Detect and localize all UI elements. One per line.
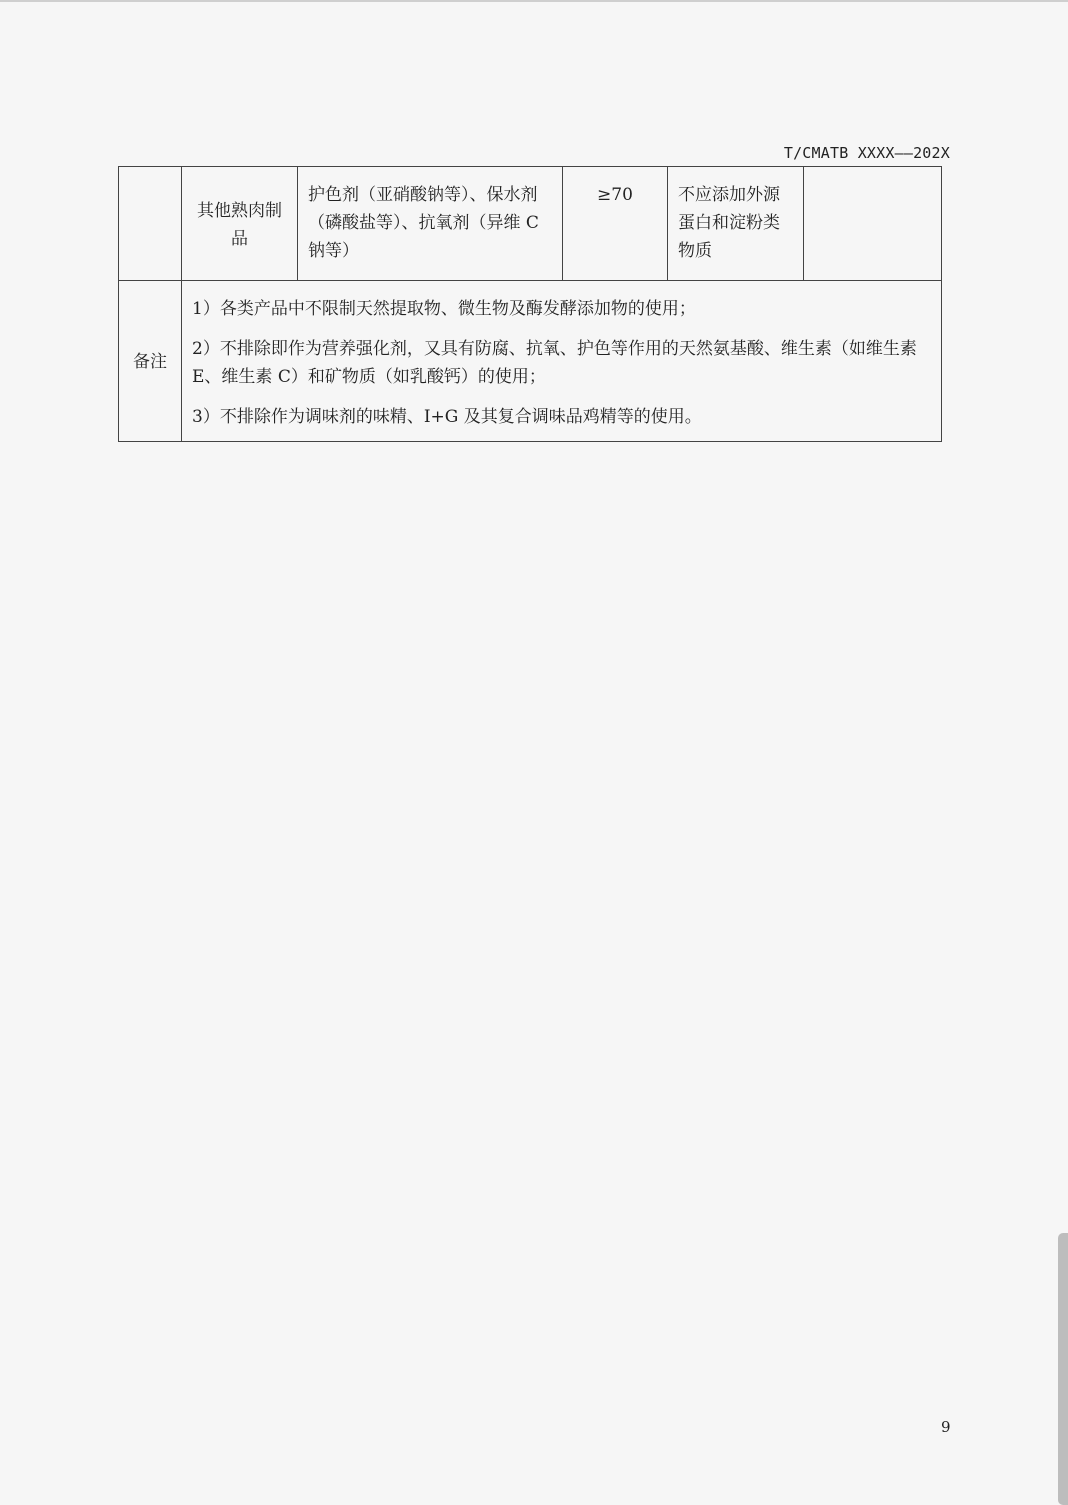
notes-content [182, 281, 942, 442]
note-item-2: 2）不排除即作为营养强化剂，又具有防腐、抗氧、护色等作用的天然氨基酸、维生素（如维生素 E、维生素 C）和矿物质（如乳酸钙）的使用； [192, 339, 917, 387]
vertical-scrollbar[interactable] [1058, 1233, 1068, 1505]
note-item-1: 1）各类产品中不限制天然提取物、微生物及酶发酵添加物的使用； [192, 299, 696, 319]
table-row [119, 167, 942, 281]
notes-row [119, 281, 942, 442]
specification-table [118, 166, 942, 442]
page-number: 9 [941, 1418, 951, 1436]
note-item-3: 3）不排除作为调味剂的味精、I+G 及其复合调味品鸡精等的使用。 [192, 407, 702, 427]
additives-cell: 护色剂（亚硝酸钠等）、保水剂（磷酸盐等）、抗氧剂（异维 C 钠等） [298, 167, 563, 281]
value-cell: ≥70 [563, 167, 668, 281]
product-category-cell: 其他熟肉制品 [182, 167, 298, 281]
standard-code: T/CMATB XXXX——202X [783, 144, 950, 162]
table-cell-empty-left [119, 167, 182, 281]
notes-label: 备注 [119, 281, 182, 442]
top-divider [0, 0, 1068, 2]
requirement-cell: 不应添加外源蛋白和淀粉类物质 [668, 167, 804, 281]
table-cell-empty-right [804, 167, 942, 281]
